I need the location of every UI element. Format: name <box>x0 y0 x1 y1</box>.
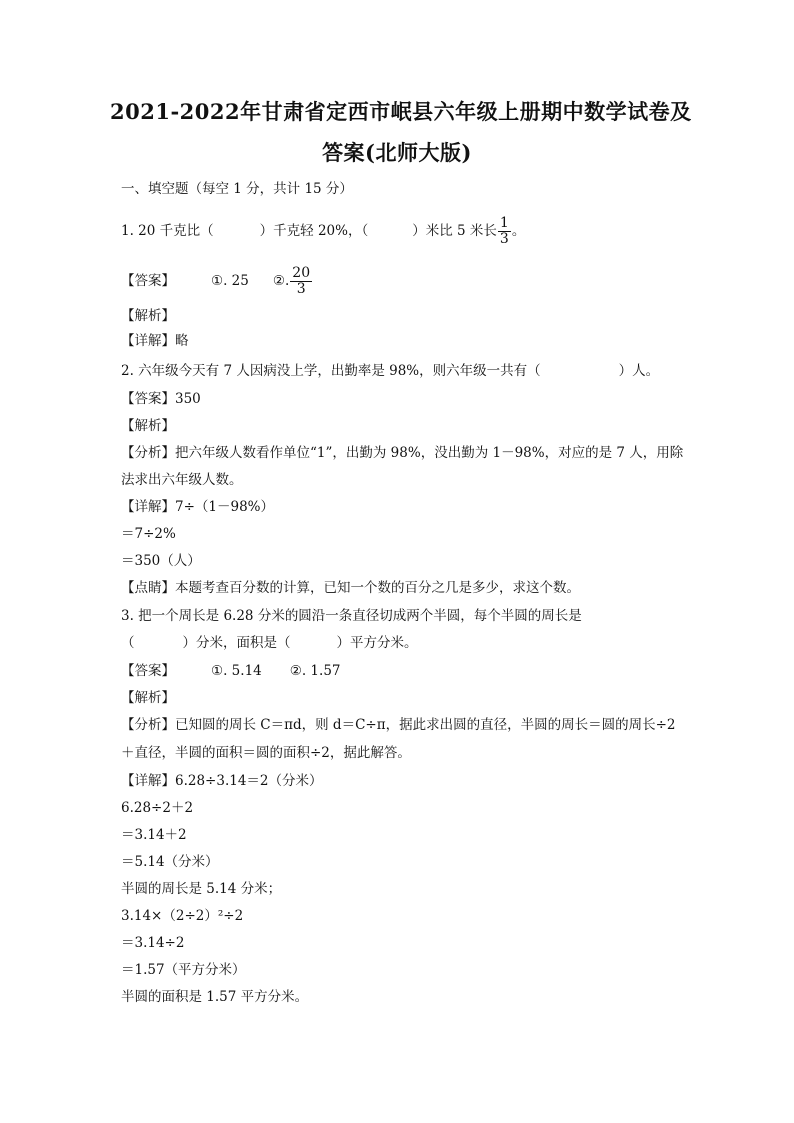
q3-fenxi-line-2: ＋直径，半圆的面积＝圆的面积÷2，据此解答。 <box>121 745 411 761</box>
q2-answer: 【答案】350 <box>121 391 201 407</box>
q2-text-b: ）人。 <box>618 363 660 379</box>
question-1 <box>121 216 525 247</box>
q1-detail: 【详解】略 <box>121 333 189 349</box>
q3-text-a: （ <box>121 635 135 651</box>
q2-text-a: 2. 六年级今天有 7 人因病没上学，出勤率是 98%，则六年级一共有（ <box>121 363 541 379</box>
question-3-line-1: 3. 把一个周长是 6.28 分米的圆沿一条直径切成两个半圆，每个半圆的周长是 <box>121 608 582 624</box>
q1-answer-2-numerator: 20 <box>292 265 311 281</box>
section-heading: 一、填空题（每空 1 分，共计 15 分） <box>121 181 353 197</box>
q3-text-b: ）分米，面积是（ <box>182 635 291 651</box>
q1-answer-label: 【答案】 <box>121 273 175 289</box>
q2-comment: 【点睛】本题考查百分数的计算，已知一个数的百分之几是多少，求这个数。 <box>121 580 580 596</box>
document-title-line-1: 2021-2022年甘肃省定西市岷县六年级上册期中数学试卷及 <box>110 99 692 124</box>
q1-text-b: ）千克轻 20%，（ <box>259 223 369 239</box>
q1-answer-1: ①. 25 <box>211 273 249 289</box>
q2-detail-line-1: 【详解】7÷（1－98%） <box>121 499 274 515</box>
q1-answer <box>121 266 313 297</box>
q1-fraction-denominator: 3 <box>499 231 509 247</box>
q2-detail-line-3: ＝350（人） <box>121 553 201 569</box>
q3-analysis: 【解析】 <box>121 690 175 706</box>
q3-detail-line-6: 3.14×（2÷2）²÷2 <box>121 908 244 924</box>
q3-fenxi-line-1: 【分析】已知圆的周长 C＝πd，则 d＝C÷π，据此求出圆的直径，半圆的周长＝圆的周长÷2 <box>121 717 676 733</box>
q3-detail-line-8: ＝1.57（平方分米） <box>121 962 246 978</box>
q3-answer <box>121 661 341 681</box>
q1-answer-2-denominator: 3 <box>296 281 306 297</box>
q3-answer-label: 【答案】 <box>121 663 175 679</box>
q3-detail-line-4: ＝5.14（分米） <box>121 854 219 870</box>
q2-detail-line-2: ＝7÷2% <box>121 526 176 542</box>
q1-answer-2-prefix: ②. <box>272 273 290 289</box>
q3-detail-line-7: ＝3.14÷2 <box>121 935 185 951</box>
q3-detail-line-3: ＝3.14＋2 <box>121 827 187 843</box>
q3-answer-2: ②. 1.57 <box>289 663 341 679</box>
q3-text-c: ）平方分米。 <box>336 635 418 651</box>
q3-detail-line-2: 6.28÷2＋2 <box>121 800 194 816</box>
question-3-line-2 <box>121 633 418 653</box>
q3-detail-line-9: 半圆的面积是 1.57 平方分米。 <box>121 989 309 1005</box>
q2-analysis: 【解析】 <box>121 418 175 434</box>
q1-fraction-numerator: 1 <box>499 215 509 231</box>
q2-fenxi-line-2: 法求出六年级人数。 <box>121 472 243 488</box>
q1-text-a: 1. 20 千克比（ <box>121 223 214 239</box>
q3-detail-line-1: 【详解】6.28÷3.14＝2（分米） <box>121 773 323 789</box>
q1-text-c: ）米比 5 米长 <box>412 223 497 239</box>
q2-fenxi-line-1: 【分析】把六年级人数看作单位“1”，出勤为 98%，没出勤为 1－98%，对应的是 7 人，用除 <box>121 445 684 461</box>
q1-analysis: 【解析】 <box>121 308 175 324</box>
q3-answer-1: ①. 5.14 <box>211 663 262 679</box>
question-2 <box>121 361 659 381</box>
q1-fraction <box>498 216 511 247</box>
document-title-line-2: 答案(北师大版) <box>322 140 472 165</box>
q3-detail-line-5: 半圆的周长是 5.14 分米； <box>121 881 282 897</box>
q1-text-d: 。 <box>511 223 526 239</box>
q1-answer-2-fraction <box>290 266 312 297</box>
